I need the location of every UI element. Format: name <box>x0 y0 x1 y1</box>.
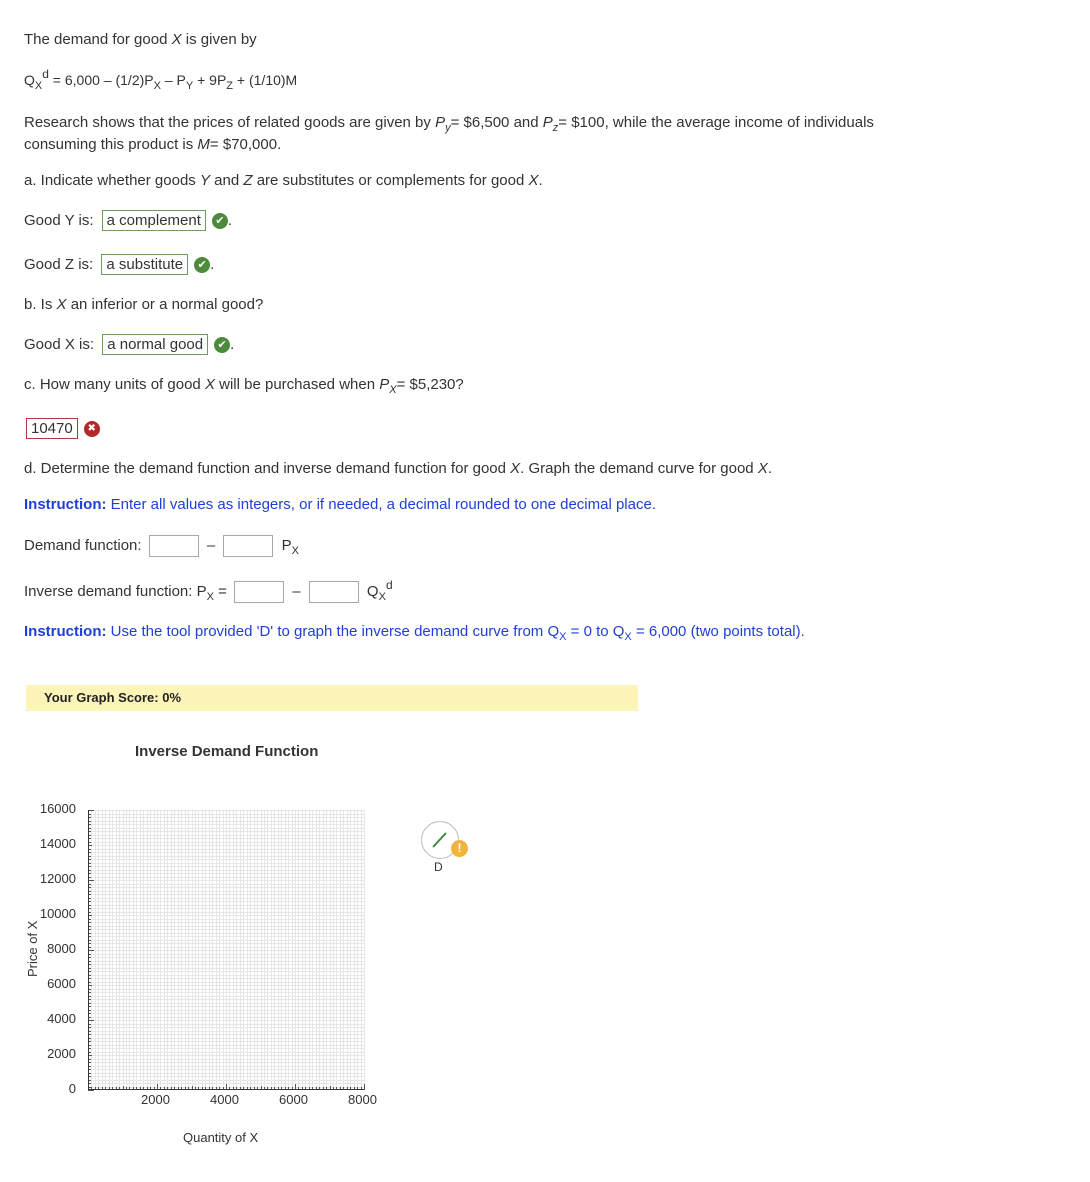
demand-equation: $Q_X^d = 6,000 - (1/2)P_X - P_Y + 9P_Z + (1/10)M$ <box>24 67 298 92</box>
check-icon: ✔ <box>194 257 210 273</box>
good-x-row: Good X is: a normal good ✔ . <box>24 336 235 353</box>
good-y-label: Good Y is: <box>24 212 94 229</box>
part-d-question: d. Determine the demand function and inverse demand function for good X. Graph the demand curve for good X. <box>24 460 772 477</box>
inverse-slope-input[interactable] <box>309 581 359 603</box>
y-tick-label: 4000 <box>47 1011 76 1026</box>
part-b-question: b. Is X an inferior or a normal good? <box>24 296 264 313</box>
inverse-demand-row: Inverse demand function: $P_X$ = – $Q_X^d$ <box>24 577 393 603</box>
part-a-question: a. Indicate whether goods Y and Z are substitutes or complements for good X. <box>24 172 543 189</box>
good-z-label: Good Z is: <box>24 256 94 273</box>
x-tick-label: 6000 <box>279 1092 308 1107</box>
demand-intercept-input[interactable] <box>149 535 199 557</box>
y-tick-label: 8000 <box>47 941 76 956</box>
y-axis-label: Price of X <box>25 920 40 977</box>
y-tick-label: 10000 <box>39 906 76 921</box>
good-z-row: Good Z is: a substitute ✔ . <box>24 256 215 273</box>
demand-slope-input[interactable] <box>223 535 273 557</box>
x-tick-label: 2000 <box>141 1092 170 1107</box>
good-y-answer-select[interactable]: a complement <box>102 210 206 231</box>
inverse-demand-label: Inverse demand function: $P_X$ = <box>24 582 227 603</box>
incorrect-icon: ✖ <box>84 421 100 437</box>
part-c-question: c. How many units of good X will be purchased when $P_X=$ $5,230? <box>24 376 464 396</box>
part-c-answer-input[interactable]: 10470 <box>26 418 78 439</box>
intro-line: The demand for good X is given by <box>24 31 257 48</box>
instruction-2: Instruction: Use the tool provided 'D' to graph the inverse demand curve from $Q_X = 0$ to $Q_X = 6,000$ (two points total). <box>24 623 805 643</box>
y-tick-label: 2000 <box>47 1046 76 1061</box>
y-tick-label: 12000 <box>39 871 76 886</box>
research-line-2: consuming this product is M= $70,000. <box>24 136 282 153</box>
good-z-answer-select[interactable]: a substitute <box>101 254 188 275</box>
demand-function-label: Demand function: <box>24 536 142 554</box>
y-tick-label: 0 <box>68 1081 76 1096</box>
inverse-intercept-input[interactable] <box>234 581 284 603</box>
y-tick-label: 6000 <box>47 976 76 991</box>
check-icon: ✔ <box>212 213 228 229</box>
demand-tool-label: D <box>434 860 443 874</box>
x-axis-label: Quantity of X <box>183 1130 259 1145</box>
plot-area[interactable] <box>88 810 368 1092</box>
chart-title: Inverse Demand Function <box>135 743 319 760</box>
good-x-answer-select[interactable]: a normal good <box>102 334 208 355</box>
instruction-1: Instruction: Enter all values as integers, or if needed, a decimal rounded to one decimal place. <box>24 496 656 513</box>
part-c-answer-row <box>26 418 100 439</box>
alert-icon: ! <box>451 840 468 857</box>
x-tick-label: 4000 <box>210 1092 239 1107</box>
good-y-row: Good Y is: a complement ✔ . <box>24 212 233 229</box>
check-icon: ✔ <box>214 337 230 353</box>
y-tick-label: 14000 <box>39 836 76 851</box>
graph-score: Your Graph Score: 0% <box>44 690 182 705</box>
grid-lines <box>88 810 365 1090</box>
demand-function-row: Demand function: – $P_X$ <box>24 536 299 557</box>
x-tick-label: 8000 <box>348 1092 377 1107</box>
good-x-label: Good X is: <box>24 336 95 353</box>
research-line-1: Research shows that the prices of related goods are given by $P_y=$ $6,500 and $P_z=$ $100, while the average income of individuals <box>24 114 874 134</box>
y-tick-label: 16000 <box>39 801 76 816</box>
graph-score-bar <box>26 685 638 711</box>
